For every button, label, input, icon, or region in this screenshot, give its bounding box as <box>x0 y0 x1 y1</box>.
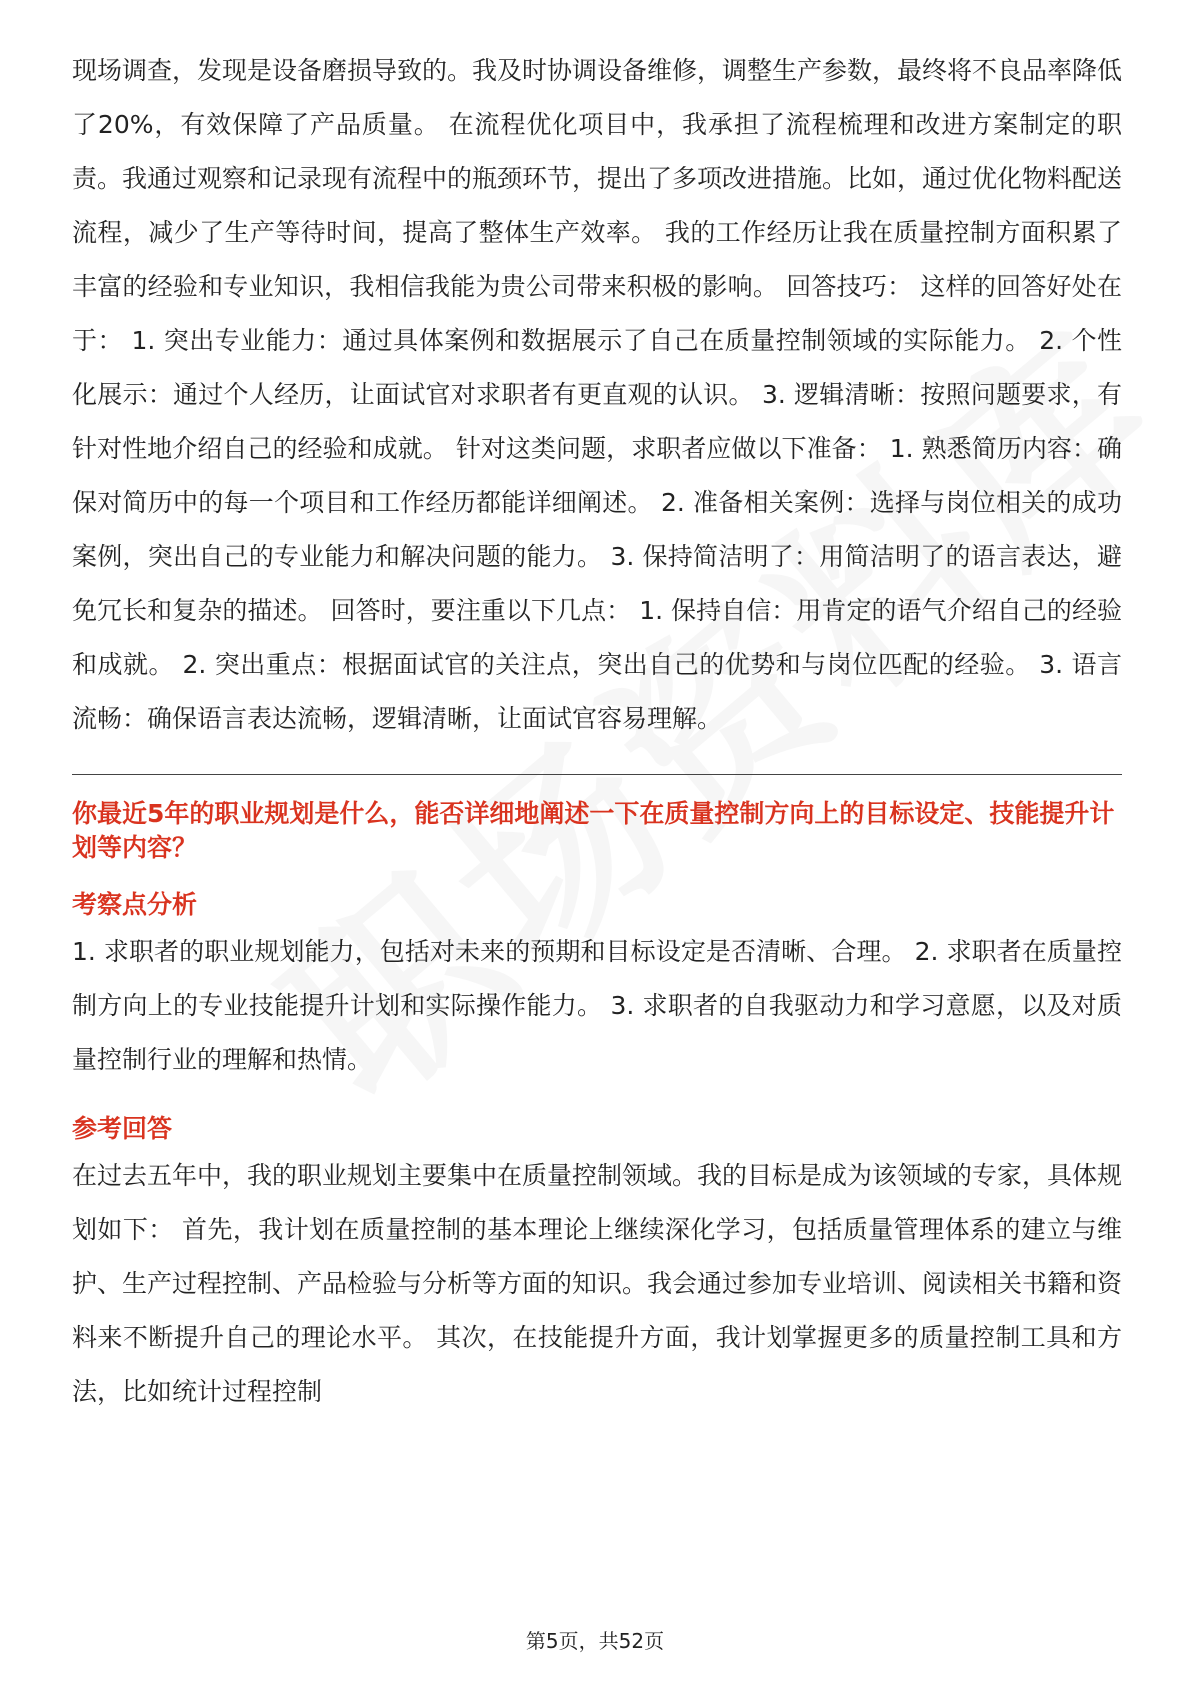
analysis-text: 1. 求职者的职业规划能力，包括对未来的预期和目标设定是否清晰、合理。 2. 求职者在质量控制方向上的专业技能提升计划和实际操作能力。 3. 求职者的自我驱动力和学习意愿，以及对质量控制行业的理解和热情。 <box>72 937 1122 1074</box>
analysis-title: 考察点分析 <box>72 890 198 919</box>
page-number: 第5页，共52页 <box>525 1629 665 1653</box>
question-heading: 你最近5年的职业规划是什么，能否详细地阐述一下在质量控制方向上的目标设定、技能提升计划等内容？ <box>72 799 1115 862</box>
document-page <box>72 44 1122 1419</box>
section-divider <box>72 774 1122 775</box>
reference-answer-title: 参考回答 <box>72 1114 173 1143</box>
continued-answer-text: 现场调查，发现是设备磨损导致的。我及时协调设备维修，调整生产参数，最终将不良品率降低了20%，有效保障了产品质量。 在流程优化项目中，我承担了流程梳理和改进方案制定的职责。我通过观察和记录现有流程中的瓶颈环节，提出了多项改进措施。比如，通过优化物料配送流程，减少了生产等待时间，提高了整体生产效率。 我的工作经历让我在质量控制方面积累了丰富的经验和专业知识，我相信我能为贵公司带来积极的影响。 回答技巧： 这样的回答好处在于： 1. 突出专业能力：通过具体案例和数据展示了自己在质量控制领域的实际能力。 2. 个性化展示：通过个人经历，让面试官对求职者有更直观的认识。 3. 逻辑清晰：按照问题要求，有针对性地介绍自己的经验和成就。 针对这类问题，求职者应做以下准备： 1. 熟悉简历内容：确保对简历中的每一个项目和工作经历都能详细阐述。 2. 准备相关案例：选择与岗位相关的成功案例，突出自己的专业能力和解决问题的能力。 3. 保持简洁明了：用简洁明了的语言表达，避免冗长和复杂的描述。 回答时，要注重以下几点： 1. 保持自信：用肯定的语气介绍自己的经验和成就。 2. 突出重点：根据面试官的关注点，突出自己的优势和与岗位匹配的经验。 3. 语言流畅：确保语言表达流畅，逻辑清晰，让面试官容易理解。 <box>72 56 1123 733</box>
reference-answer-text: 在过去五年中，我的职业规划主要集中在质量控制领域。我的目标是成为该领域的专家，具体规划如下： 首先，我计划在质量控制的基本理论上继续深化学习，包括质量管理体系的建立与维护、生产过程控制、产品检验与分析等方面的知识。我会通过参加专业培训、阅读相关书籍和资料来不断提升自己的理论水平。 其次，在技能提升方面，我计划掌握更多的质量控制工具和方法，比如统计过程控制 <box>72 1161 1123 1406</box>
